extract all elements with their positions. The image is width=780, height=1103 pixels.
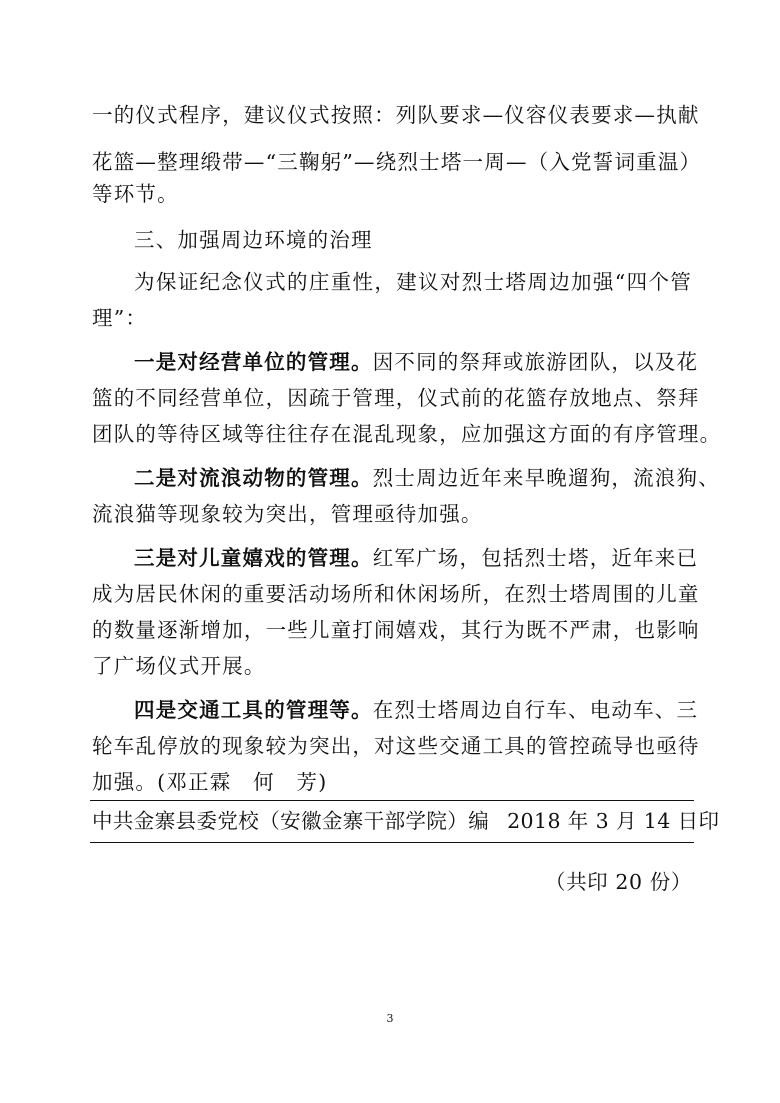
body-line: 的数量逐渐增加，一些儿童打闹嬉戏，其行为既不严肃，也影响	[92, 618, 700, 642]
body-line: 团队的等待区域等往往存在混乱现象，应加强这方面的有序管理。	[92, 422, 722, 446]
paragraph-lead: 三是对儿童嬉戏的管理。	[134, 546, 373, 570]
body-line: 了广场仪式开展。	[92, 654, 266, 678]
body-line: 轮车乱停放的现象较为突出，对这些交通工具的管控疏导也亟待	[92, 734, 700, 758]
paragraph-text: 红军广场，包括烈士塔，近年来已	[372, 546, 699, 570]
footer-rule-top	[90, 800, 694, 801]
body-line: 篮的不同经营单位，因疏于管理，仪式前的花篮存放地点、祭拜	[92, 386, 700, 410]
body-line: 一的仪式程序，建议仪式按照：列队要求—仪容仪表要求—执献	[92, 103, 700, 127]
footer-rule-bottom	[90, 842, 694, 843]
paragraph-text: 烈士周边近年来早晚遛狗，流浪狗、	[372, 466, 720, 490]
section-heading: 三、加强周边环境的治理	[134, 228, 373, 252]
paragraph-first-line	[134, 540, 699, 576]
body-line: 成为居民休闲的重要活动场所和休闲场所，在烈士塔周围的儿童	[92, 582, 700, 606]
page-number: 3	[386, 1012, 394, 1025]
paragraph-first-line	[134, 692, 699, 728]
paragraph-lead: 四是交通工具的管理等。	[134, 698, 373, 722]
body-line: 加强。(邓正霖 何 芳)	[92, 770, 328, 794]
paragraph-lead: 二是对流浪动物的管理。	[134, 466, 373, 490]
body-line: 等环节。	[92, 182, 179, 206]
paragraph-text: 在烈士塔周边自行车、电动车、三	[372, 698, 699, 722]
footer-publisher: 中共金寨县委党校（安徽金寨干部学院）编	[92, 809, 490, 833]
body-line: 为保证纪念仪式的庄重性，建议对烈士塔周边加强“四个管	[134, 270, 692, 294]
footer-date: 2018 年 3 月 14 日印	[507, 809, 720, 833]
footer-copies: （共印 20 份）	[544, 870, 692, 894]
paragraph-first-line	[134, 344, 699, 380]
footer-imprint	[92, 803, 720, 839]
paragraph-text: 因不同的祭拜或旅游团队，以及花	[372, 350, 699, 374]
body-line: 理”：	[92, 306, 148, 330]
body-line: 花篮—整理缎带—“三鞠躬”—绕烈士塔一周—（入党誓词重温）	[92, 150, 702, 174]
body-line: 流浪猫等现象较为突出，管理亟待加强。	[92, 502, 483, 526]
paragraph-first-line	[134, 460, 720, 496]
paragraph-lead: 一是对经营单位的管理。	[134, 350, 373, 374]
